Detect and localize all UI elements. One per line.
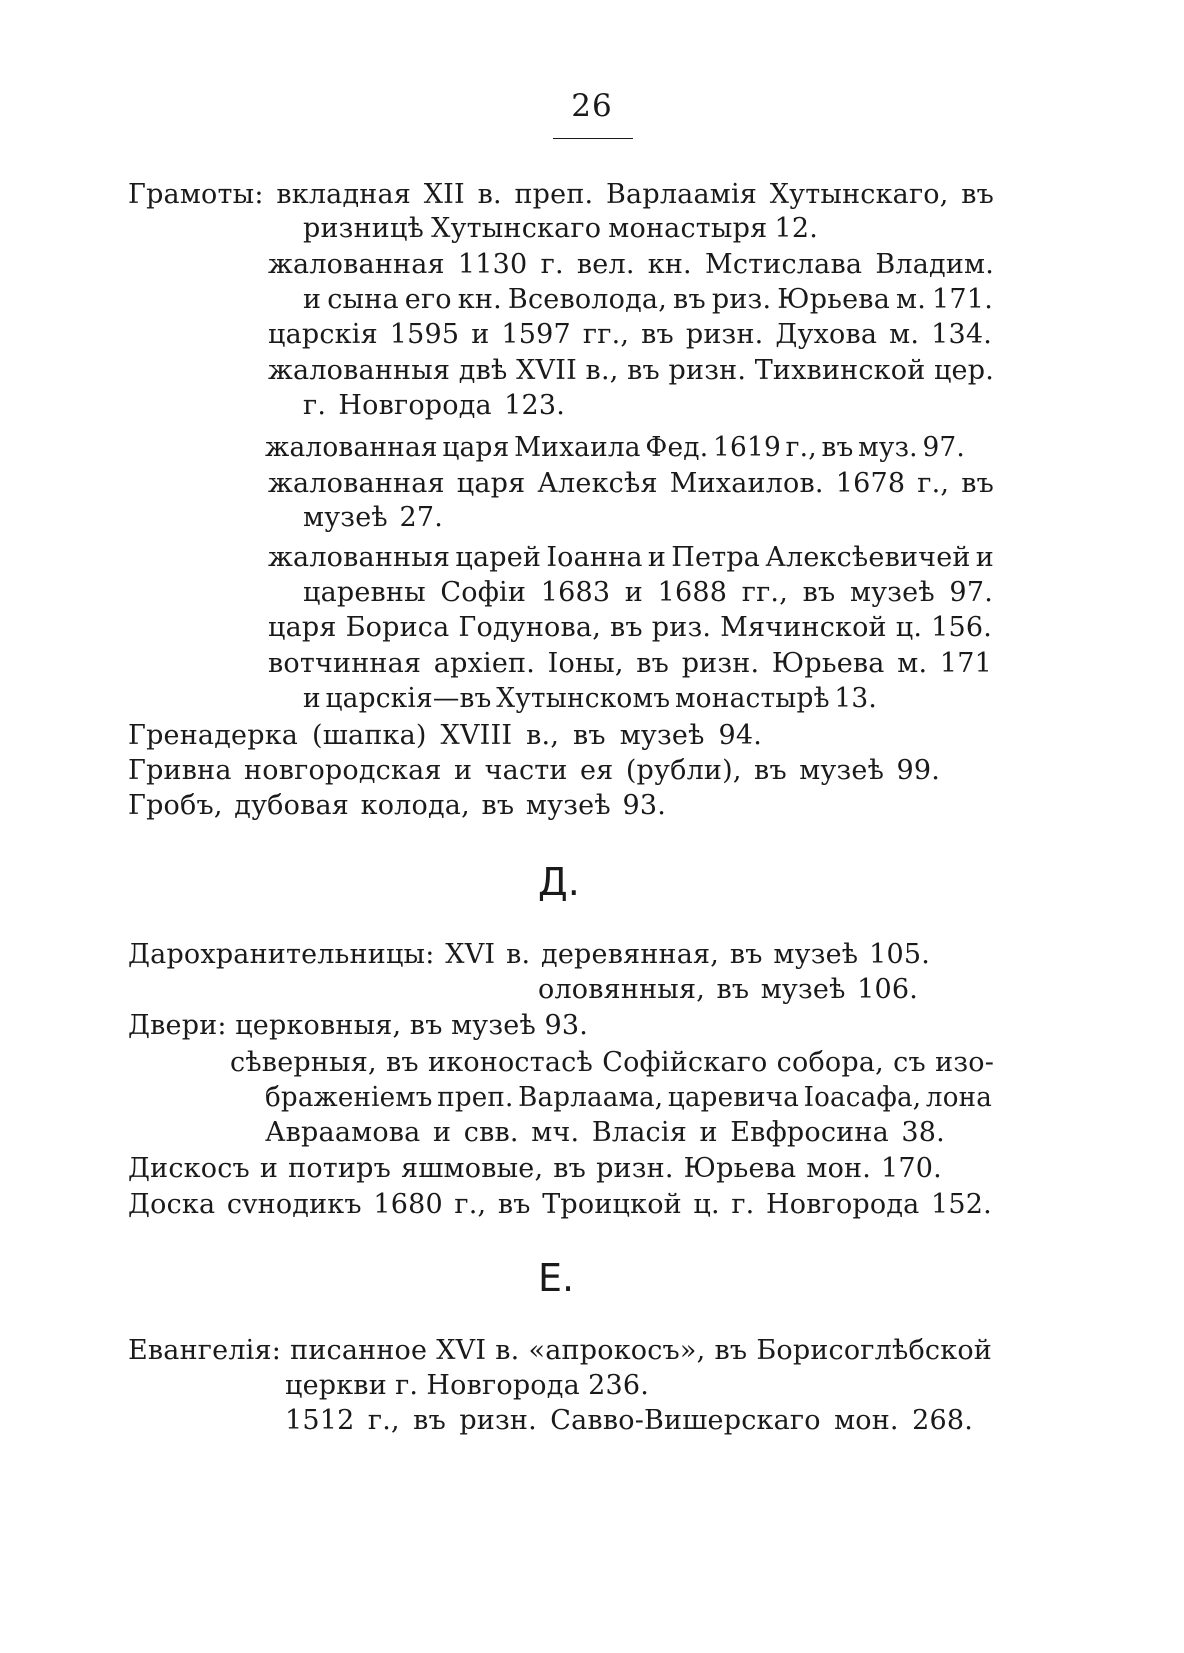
index-entry: и царскія—въ Хутынскомъ монастырѣ 13. (303, 683, 877, 714)
index-entry: вотчинная архіеп. Іоны, въ ризн. Юрьева м. 171 (268, 648, 993, 679)
index-entry: церкви г. Новгорода 236. (285, 1370, 649, 1401)
section-letter-e: Е. (538, 1256, 575, 1300)
page-number-rule (553, 138, 633, 139)
index-entry: Доска сvнодикъ 1680 г., въ Троицкой ц. г. Новгорода 152. (128, 1189, 992, 1220)
index-entry: царскія 1595 и 1597 гг., въ ризн. Духова м. 134. (268, 319, 993, 350)
index-entry: жалованная царя Михаила Фед. 1619 г., въ муз. 97. (265, 432, 965, 463)
index-entry: Гренадерка (шапка) XVIII в., въ музеѣ 94. (128, 720, 763, 751)
index-entry: Двери: церковныя, въ музеѣ 93. (128, 1010, 589, 1041)
index-entry: царевны Софіи 1683 и 1688 гг., въ музеѣ 97. (303, 577, 993, 608)
index-entry: жалованныя царей Іоанна и Петра Алексѣевичей и (268, 542, 995, 573)
index-entry: сѣверныя, въ иконостасѣ Софійскаго собора, съ изо- (230, 1047, 995, 1078)
index-entry: браженіемъ преп. Варлаама, царевича Іоасафа, лона (265, 1082, 992, 1113)
index-entry: жалованная царя Алексѣя Михаилов. 1678 г., въ (268, 468, 994, 499)
index-entry: Евангелія: писанное XVI в. «апрокосъ», въ Борисоглѣбской (128, 1335, 992, 1366)
index-entry: Гривна новгородская и части ея (рубли), въ музеѣ 99. (128, 755, 941, 786)
section-letter-d: Д. (538, 860, 580, 904)
index-entry: оловянныя, въ музеѣ 106. (538, 974, 918, 1005)
index-entry: 1512 г., въ ризн. Савво-Вишерскаго мон. 268. (285, 1405, 974, 1436)
index-entry: Авраамова и свв. мч. Власія и Евфросина 38. (265, 1117, 945, 1148)
index-entry: ризницѣ Хутынскаго монастыря 12. (303, 213, 818, 244)
index-entry: Грамоты: вкладная XII в. преп. Варлаамія Хутынскаго, въ (128, 179, 995, 210)
index-entry: Гробъ, дубовая колода, въ музеѣ 93. (128, 790, 666, 821)
index-entry: г. Новгорода 123. (303, 390, 565, 421)
index-entry: жалованная 1130 г. вел. кн. Мстислава Владим. (268, 249, 995, 280)
index-entry: музеѣ 27. (303, 502, 443, 533)
index-entry: жалованныя двѣ XVII в., въ ризн. Тихвинской цер. (268, 355, 995, 386)
page-number: 26 (571, 88, 613, 124)
index-entry: Дарохранительницы: XVI в. деревянная, въ музеѣ 105. (128, 939, 930, 970)
index-entry: Дискосъ и потиръ яшмовые, въ ризн. Юрьева мон. 170. (128, 1153, 942, 1184)
index-entry: и сына его кн. Всеволода, въ риз. Юрьева м. 171. (303, 284, 993, 315)
index-entry: царя Бориса Годунова, въ риз. Мячинской ц. 156. (268, 612, 993, 643)
